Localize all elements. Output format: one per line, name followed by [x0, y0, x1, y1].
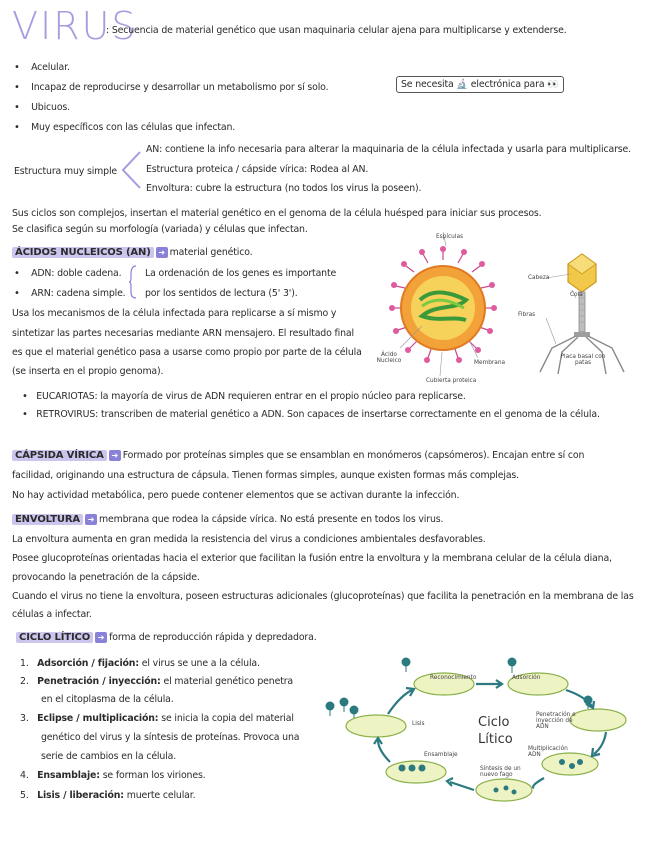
stage-label: Ensamblaje — [424, 752, 458, 758]
stage-label: Adsorción — [512, 675, 541, 681]
phage-base-label: Placa basal con patas — [560, 354, 606, 366]
nucleic-note-2: por los sentidos de lectura (5' 3'). — [145, 288, 298, 299]
structure-item-envelope: Envoltura: cubre la estructura (no todos los virus la poseen). — [146, 183, 422, 194]
capsid-line-1: CÁPSIDA VÍRICA ➜ Formado por proteínas simples que se ensamblan en monómeros (capsómeros). Encajan entre sí con — [12, 448, 584, 463]
cycle-center-1: Ciclo — [478, 715, 510, 730]
protein-coat-label: Cubierta proteica — [426, 378, 477, 384]
envelope-line: Cuando el virus no tiene la envoltura, poseen estructuras adicionales (glucoproteínas) que facilita la penetración en la membrana de las — [12, 591, 634, 602]
nucleic-paragraph: sintetizar las partes necesarias mediante ARN mensajero. El resultado final — [12, 328, 354, 339]
structure-item-capsid: Estructura proteica / cápside vírica: Rodea al AN. — [146, 164, 369, 175]
lytic-step: 5. Lisis / liberación: muerte celular. — [20, 790, 196, 801]
lytic-step: 1. Adsorción / fijación: el virus se une a la célula. — [20, 658, 260, 669]
lytic-cycle-diagram — [316, 650, 636, 806]
classification-text: Se clasifica según su morfología (variada) y células que infectan. — [12, 224, 308, 235]
envelope-line: La envoltura aumenta en gran medida la resistencia del virus a condiciones ambientales desfavorables. — [12, 534, 486, 545]
envelope-heading: ENVOLTURA — [12, 514, 83, 525]
arrow-right-icon: ➜ — [85, 514, 97, 525]
phage-tail-label: Cola — [570, 292, 583, 298]
retrovirus-note: • RETROVIRUS: transcriben de material genético a ADN. Son capaces de insertarse correctamente en el genoma de la célula. — [22, 409, 600, 420]
cycle-center-2: Lítico — [478, 732, 513, 747]
feature-item: • Incapaz de reproducirse y desarrollar un metabolismo por sí solo. — [14, 82, 329, 93]
phage-fibers-label: Fibras — [518, 312, 536, 318]
stage-label: Penetración e inyección de ADN — [536, 712, 576, 730]
stage-label: Multiplicación ADN — [528, 746, 568, 758]
bracket-arrow-icon — [118, 148, 144, 192]
envelope-line: provocando la penetración de la cápside. — [12, 572, 200, 583]
cell-lisis — [346, 715, 406, 737]
nucleic-note-1: La ordenación de los genes es importante — [145, 268, 337, 279]
cycles-text: Sus ciclos son complejos, insertan el material genético en el genoma de la célula huésped para iniciar sus procesos. — [12, 208, 542, 219]
stage-label: Lisis — [412, 721, 425, 727]
envelope-line: Posee glucoproteínas orientadas hacia el exterior que facilitan la fusión entre la envoltura y la membrana celular de la célula diana, — [12, 553, 612, 564]
capsid-line: No hay actividad metabólica, pero puede contener elementos que se activan durante la infección. — [12, 490, 460, 501]
structure-label: Estructura muy simple — [14, 166, 118, 177]
virus-definition: : Secuencia de material genético que usan maquinaria celular ajena para multiplicarse y extenderse. — [106, 25, 567, 36]
eukaryote-note: • EUCARIOTAS: la mayoría de virus de ADN requieren entrar en el propio núcleo para replicarse. — [22, 391, 466, 402]
lytic-heading: CICLO LÍTICO — [16, 632, 93, 643]
nucleic-paragraph: (se inserta en el propio genoma). — [12, 366, 164, 377]
cell-sintesis — [476, 779, 532, 801]
envelope-line-1: ENVOLTURA ➜ membrana que rodea la cápside vírica. No está presente en todos los virus. — [12, 512, 443, 527]
lytic-heading-line: CICLO LÍTICO ➜ forma de reproducción rápida y depredadora. — [16, 630, 317, 645]
nucleic-heading: ÁCIDOS NUCLEICOS (AN) — [12, 247, 154, 258]
nucleic-paragraph: es que el material genético pasa a usarse como propio por parte de la célula — [12, 347, 362, 358]
lytic-step-cont: en el citoplasma de la célula. — [41, 694, 174, 705]
lytic-step-cont: serie de cambios en la célula. — [41, 751, 177, 762]
lytic-step: 4. Ensamblaje: se forman los viriones. — [20, 770, 206, 781]
nucleic-acid-label: Ácido Nucleico — [376, 352, 402, 364]
structure-item-an: AN: contiene la info necesaria para alterar la maquinaria de la célula infectada y usarla para multiplicarse. — [146, 144, 631, 155]
feature-list — [14, 60, 328, 135]
lytic-step: 2. Penetración / inyección: el material genético penetra — [20, 676, 294, 687]
cell-ensamblaje — [386, 761, 446, 783]
arrow-right-icon: ➜ — [156, 247, 168, 258]
envelope-line: células a infectar. — [12, 609, 92, 620]
phage-head-label: Cabeza — [528, 275, 550, 281]
capsid-line: facilidad, originando una estructura de cápsula. Tienen formas simples, aunque existen formas más complejas. — [12, 470, 519, 481]
nucleic-type-arn: • ARN: cadena simple. — [14, 288, 126, 299]
page-title: VIRUS — [12, 4, 138, 48]
feature-item: • Ubicuos. — [14, 102, 70, 113]
brace-icon — [128, 264, 138, 300]
stage-label: Síntesis de un nuevo fago — [480, 766, 521, 778]
nucleic-type-adn: • ADN: doble cadena. — [14, 268, 122, 279]
nucleic-heading-line: ÁCIDOS NUCLEICOS (AN) ➜ material genético. — [12, 245, 253, 260]
lytic-step-cont: genético del virus y la síntesis de proteínas. Provoca una — [41, 732, 300, 743]
arrow-right-icon: ➜ — [109, 450, 121, 461]
microscope-note: Se necesita 🔬 electrónica para 👀 — [396, 76, 564, 93]
feature-item: • Acelular. — [14, 62, 70, 73]
lytic-step: 3. Eclipse / multiplicación: se inicia la copia del material — [20, 713, 294, 724]
feature-item: • Muy específicos con las células que infectan. — [14, 122, 236, 133]
arrow-right-icon: ➜ — [95, 632, 107, 643]
capsid-heading: CÁPSIDA VÍRICA — [12, 450, 107, 461]
stage-label: Reconocimiento — [430, 675, 477, 681]
spicules-label: Espículas — [436, 234, 464, 240]
virus-structure-diagram — [378, 230, 508, 390]
nucleic-paragraph: Usa los mecanismos de la célula infectada para replicarse a sí mismo y — [12, 308, 337, 319]
membrane-label: Membrana — [474, 360, 506, 366]
